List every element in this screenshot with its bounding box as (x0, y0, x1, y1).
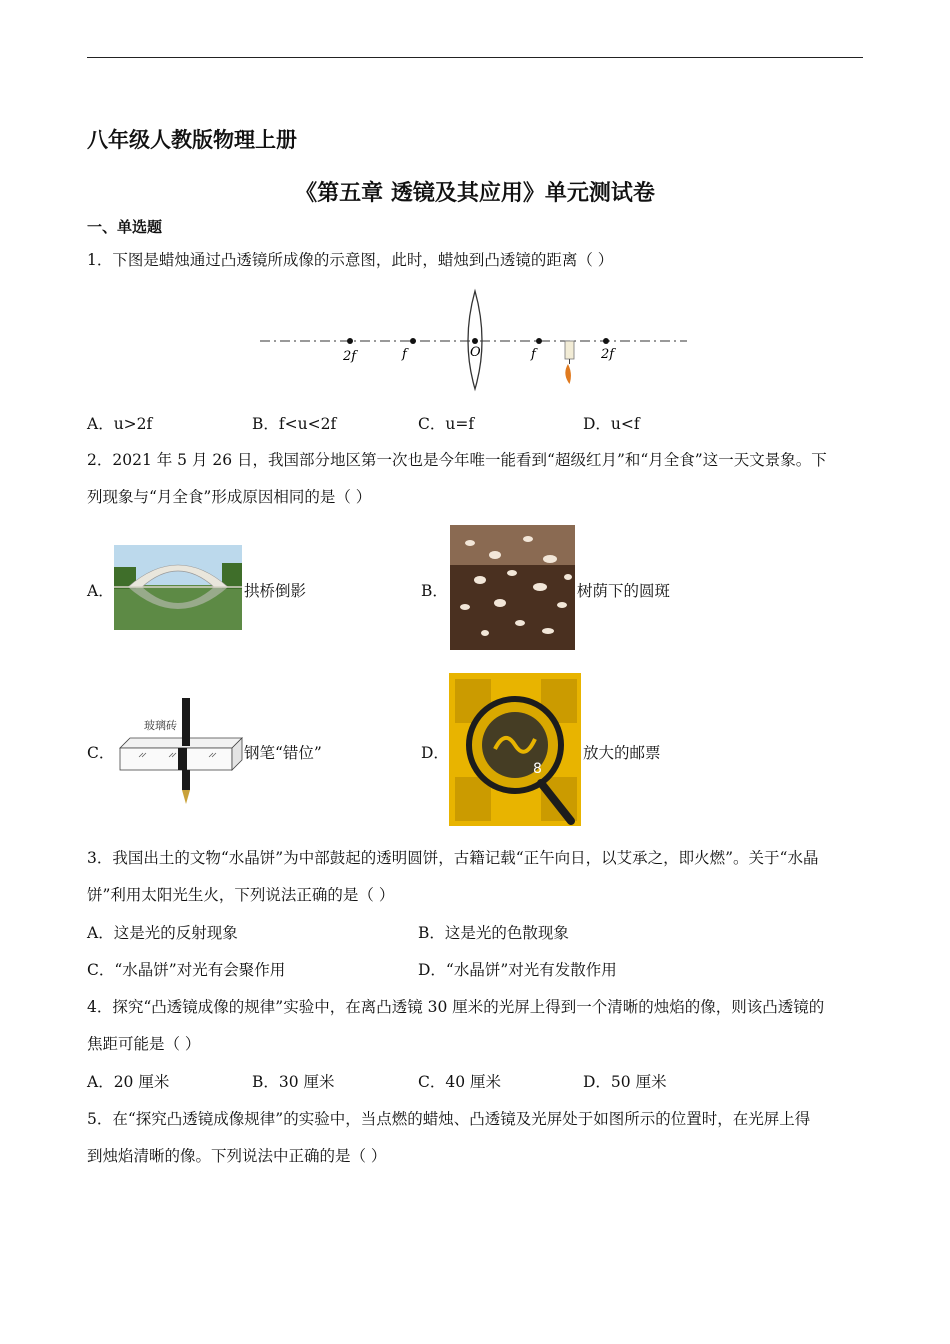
grade-heading: 八年级人教版物理上册 (87, 128, 297, 152)
q2-option-b-letter[interactable]: B． (421, 582, 448, 600)
candle-icon (565, 341, 574, 384)
q1-stem: 1．下图是蜡烛通过凸透镜所成像的示意图，此时，蜡烛到凸透镜的距离（ ） (87, 251, 614, 269)
q1-option-a[interactable]: A．u>2f (87, 415, 153, 433)
q1-option-c[interactable]: C．u=f (418, 415, 475, 433)
label-f-right: f (531, 347, 536, 362)
q1-option-d[interactable]: D．u<f (583, 415, 640, 433)
label-2f-right: 2f (601, 347, 615, 362)
section-heading: 一、单选题 (87, 218, 163, 236)
point-2f-right (603, 338, 609, 344)
q3-option-d[interactable]: D．“水晶饼”对光有发散作用 (418, 961, 617, 979)
magnified-stamp-image (449, 673, 581, 826)
page-title: 《第五章 透镜及其应用》单元测试卷 (295, 181, 655, 206)
q3-stem-line1: 3．我国出土的文物“水晶饼”为中部鼓起的透明圆饼，古籍记载“正午向日，以艾承之，即火燃”。关于“水晶 (87, 849, 819, 867)
glass-brick-label: 玻璃砖 (144, 719, 177, 732)
q4-option-d[interactable]: D．50 厘米 (583, 1073, 667, 1091)
tree-shade-spots-image (450, 525, 575, 650)
q2-stem-line2: 列现象与“月全食”形成原因相同的是（ ） (87, 488, 372, 506)
header-rule (87, 57, 863, 58)
label-o: O (470, 345, 481, 360)
q4-option-b[interactable]: B．30 厘米 (252, 1073, 335, 1091)
q2-option-c-letter[interactable]: C． (87, 744, 115, 762)
q5-stem-line2: 到烛焰清晰的像。下列说法中正确的是（ ） (87, 1147, 387, 1165)
point-f-left (410, 338, 416, 344)
point-optical-center (472, 338, 478, 344)
lens-diagram (255, 288, 695, 392)
svg-text:8: 8 (533, 761, 542, 777)
point-f-right (536, 338, 542, 344)
q2-option-d-letter[interactable]: D． (421, 744, 449, 762)
q2-option-b-caption[interactable]: 树荫下的圆斑 (577, 582, 671, 600)
q3-stem-line2: 饼”利用太阳光生火，下列说法正确的是（ ） (87, 886, 395, 904)
q2-option-a-caption[interactable]: 拱桥倒影 (244, 582, 307, 600)
q2-stem-line1: 2．2021 年 5 月 26 日，我国部分地区第一次也是今年唯一能看到“超级红月”和“月全食”这一天文景象。下 (87, 451, 827, 469)
q3-option-a[interactable]: A．这是光的反射现象 (87, 924, 238, 942)
q4-stem-line1: 4．探究“凸透镜成像的规律”实验中，在离凸透镜 30 厘米的光屏上得到一个清晰的烛焰的像，则该凸透镜的 (87, 998, 825, 1016)
q2-option-a-letter[interactable]: A． (87, 582, 114, 600)
arch-bridge-image (114, 545, 242, 630)
q3-option-b[interactable]: B．这是光的色散现象 (418, 924, 569, 942)
pen-glass-brick-image (114, 696, 244, 808)
q4-option-a[interactable]: A．20 厘米 (87, 1073, 170, 1091)
q4-option-c[interactable]: C．40 厘米 (418, 1073, 502, 1091)
q4-stem-line2: 焦距可能是（ ） (87, 1035, 201, 1053)
point-2f-left (347, 338, 353, 344)
q2-option-c-caption[interactable]: 钢笔“错位” (244, 744, 322, 762)
q5-stem-line1: 5．在“探究凸透镜成像规律”的实验中，当点燃的蜡烛、凸透镜及光屏处于如图所示的位置时，在光屏上得 (87, 1110, 811, 1128)
q1-option-b[interactable]: B．f<u<2f (252, 415, 337, 433)
q2-option-d-caption[interactable]: 放大的邮票 (583, 744, 661, 762)
label-2f-left: 2f (343, 349, 357, 364)
label-f-left: f (402, 347, 407, 362)
q3-option-c[interactable]: C．“水晶饼”对光有会聚作用 (87, 961, 286, 979)
